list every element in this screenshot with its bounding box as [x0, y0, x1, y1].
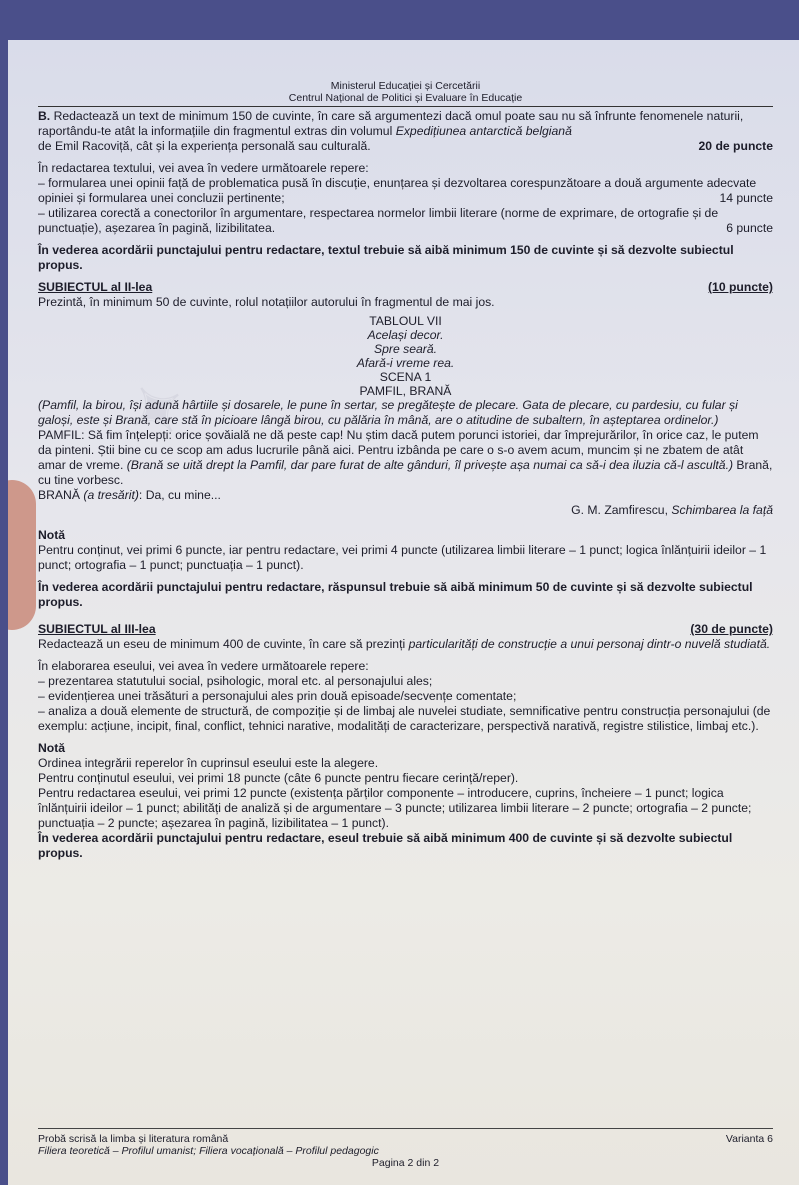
subject-3-note-2: Pentru conținutul eseului, vei primi 18 puncte (câte 6 puncte pentru fiecare cerință/reper). [38, 771, 519, 785]
fragment-stage-direction: (Pamfil, la birou, își adună hârtiile și dosarele, le pune în sertar, se pregătește de plecare. Gata de plecare, cu pardesiu, cu fular și galoși, este și Brană, care stă în picioare lângă birou, cu pălăria în mână, are o atitudine de subaltern, în așteptarea ordinelor.) [38, 398, 738, 427]
ministry-name: Ministerul Educației și Cercetării [330, 80, 481, 92]
subject-3-title: SUBIECTUL al III-lea (30 de puncte) [38, 622, 773, 636]
subject-3-note-1: Ordinea integrării reperelor în cuprinsul eseului este la alegere. [38, 756, 379, 770]
subject-2-note: Pentru conținut, vei primi 6 puncte, iar pentru redactare, vei primi 4 puncte (utilizarea limbii literare – 1 punct; logica înlănțuirii ideilor – 1 punct; ortografia – 1 punct; punctuația – 1 punct). [38, 543, 767, 572]
filiera-label: Filiera teoretică – Profilul umanist; Filiera vocațională – Profilul pedagogic [38, 1145, 379, 1157]
stage-heading: TABLOUL VII Același decor. Spre seară. Afară-i vreme rea. SCENA 1 PAMFIL, BRANĂ [356, 314, 455, 398]
fragment-pamfil: PAMFIL: Să fim înțelepți: orice șovăială ne dă peste cap! Nu știm dacă putem porunci istoriei, dar împrejurărilor, în orice caz, le putem da pinteni. Știi bine cu ce scop am adus lucrurile până aici. Pentru izbânda pe care o s-o avem acum, muncim și ne zbatem de atât amar de vreme. (Brană se uită drept la Pamfil, dar pare furat de alte gânduri, îl privește așa numai ca să-i dea iluzia că-l ascultă.) Brană, cu tine vorbesc. [38, 428, 773, 487]
subject-3-note-title: Notă [38, 741, 66, 755]
variant-label: Varianta 6 [725, 1133, 773, 1145]
footer-rule [38, 1128, 773, 1129]
book-title: Expedițiunea antarctică belgiană [395, 124, 572, 138]
part-b-points: 20 de puncte [698, 139, 773, 153]
subject-3-reper-1: – prezentarea statutului social, psihologic, moral etc. al personajului ales; [38, 674, 433, 688]
subject-2-task: Prezintă, în minimum 50 de cuvinte, rolul notațiilor autorului în fragmentul de mai jos. [38, 295, 495, 309]
subject-2-condition: În vederea acordării punctajului pentru redactare, răspunsul trebuie să aibă minimum 50 de cuvinte și să dezvolte subiectul propus. [38, 580, 753, 609]
fragment-source: G. M. Zamfirescu, Schimbarea la față [571, 503, 773, 517]
page-footer [38, 1128, 773, 1169]
document-header [38, 80, 773, 104]
page-content [38, 80, 773, 861]
exam-subject: Probă scrisă la limba și literatura română [38, 1133, 229, 1145]
header-rule [38, 106, 773, 107]
part-b-label: B. [38, 109, 51, 123]
subject-3-condition: În vederea acordării punctajului pentru redactare, eseul trebuie să aibă minimum 400 de cuvinte și să dezvolte subiectul propus. [38, 831, 733, 860]
part-b-condition: În vederea acordării punctajului pentru redactare, textul trebuie să aibă minimum 150 de cuvinte și să dezvolte subiectul propus. [38, 243, 734, 272]
subject-3-repere-intro: În elaborarea eseului, vei avea în vedere următoarele repere: [38, 659, 369, 673]
subject-3-note-3: Pentru redactarea eseului, vei primi 12 puncte (existența părților componente – introducere, cuprins, încheiere – 1 punct; logica înlănțuirii ideilor – 1 punct; abilități de analiză și de argumentare – 3 puncte; utilizarea limbii literare – 2 puncte; ortografia – 2 puncte; punctuația – 2 puncte; așezarea în pagină, lizibilitatea – 1 punct). [38, 786, 752, 830]
photo-thumb-shadow [8, 480, 36, 630]
watermark-mark: ✦ [110, 362, 204, 460]
subject-2-note-title: Notă [38, 528, 66, 542]
subject-3-reper-2: – evidențierea unei trăsături a personajului ales prin două episoade/secvențe comentate; [38, 689, 517, 703]
repere-intro: În redactarea textului, vei avea în vedere următoarele repere: [38, 161, 369, 175]
part-b-task-end: de Emil Racoviță, cât și la experiența personală sau culturală. 20 de puncte [38, 139, 773, 153]
subject-3-task: Redactează un eseu de minimum 400 de cuvinte, în care să prezinți particularități de construcție a unui personaj dintr-o nuvelă studiată. [38, 637, 771, 651]
exam-page [8, 40, 799, 1185]
subject-2-title: SUBIECTUL al II-lea (10 puncte) [38, 280, 773, 294]
center-name: Centrul Național de Politici și Evaluare în Educație [288, 92, 523, 104]
fragment-brana: BRANĂ (a tresărit): Da, cu mine... [38, 488, 221, 502]
page-number: Pagina 2 din 2 [371, 1157, 440, 1169]
part-b-task: B. Redactează un text de minimum 150 de cuvinte, în care să argumentezi dacă omul poate sau nu să înfrunte fenomenele naturii, raportându-te atât la informațiile din fragmentul extras din volumul Expedițiunea antarctică belgiană [38, 109, 744, 138]
reper-1: – formularea unei opinii față de problematica pusă în discuție, enunțarea și dezvoltarea corespunzătoare a două argumente adecvate opiniei și formularea unei concluzii pertinente; 14 puncte [38, 176, 773, 205]
subject-3-reper-3: – analiza a două elemente de structură, de compoziție și de limbaj ale nuvelei studiate, semnificative pentru construcția personajului (de exemplu: acțiune, incipit, final, conflict, tehnici narative, modalități de caracterizare, perspectivă narativă, registre stilistice, limbaj etc.). [38, 704, 771, 733]
reper-2: – utilizarea corectă a conectorilor în argumentare, respectarea normelor limbii literare (norme de exprimare, de ortografie și de punctuație), așezarea în pagină, lizibilitatea. 6 puncte [38, 206, 773, 235]
